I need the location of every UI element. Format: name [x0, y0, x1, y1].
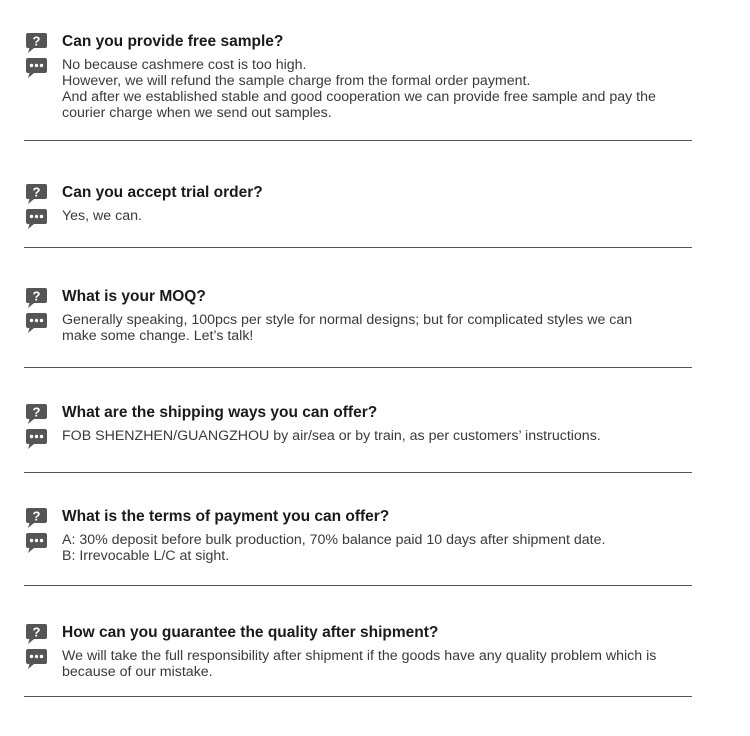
answer-line: make some change. Let’s talk! — [62, 328, 254, 344]
answer-line: A: 30% deposit before bulk production, 70% balance paid 10 days after shipment date. — [62, 532, 606, 548]
question-bubble-icon — [24, 507, 48, 529]
ellipsis-bubble-icon — [24, 208, 48, 230]
question-bubble-icon — [24, 403, 48, 425]
question-text: Can you provide free sample? — [62, 33, 284, 50]
faq-item — [24, 32, 692, 121]
answer-row — [24, 57, 692, 121]
answer-row — [24, 648, 692, 680]
question-text: What is your MOQ? — [62, 288, 206, 305]
svg-text:?: ? — [32, 404, 41, 420]
divider — [24, 585, 692, 586]
question-row — [24, 32, 692, 52]
question-bubble-icon — [24, 32, 48, 54]
answer-line: We will take the full responsibility after shipment if the goods have any quality problem which is — [62, 648, 657, 664]
divider — [24, 696, 692, 697]
svg-text:?: ? — [32, 184, 41, 200]
answer-row — [24, 208, 692, 224]
answer-row — [24, 428, 692, 444]
question-text: Can you accept trial order? — [62, 184, 263, 201]
answer-line: No because cashmere cost is too high. — [62, 57, 307, 73]
svg-text:?: ? — [32, 33, 41, 49]
answer-line: However, we will refund the sample charge from the formal order payment. — [62, 73, 531, 89]
ellipsis-bubble-icon — [24, 648, 48, 670]
faq-item — [24, 403, 692, 444]
question-row — [24, 183, 692, 203]
question-bubble-icon — [24, 183, 48, 205]
divider — [24, 472, 692, 473]
svg-text:?: ? — [32, 624, 41, 640]
answer-row — [24, 532, 692, 564]
answer-line: Generally speaking, 100pcs per style for normal designs; but for complicated styles we can — [62, 312, 633, 328]
svg-text:?: ? — [32, 508, 41, 524]
question-bubble-icon — [24, 287, 48, 309]
divider — [24, 367, 692, 368]
answer-row — [24, 312, 692, 344]
question-bubble-icon — [24, 623, 48, 645]
question-text: How can you guarantee the quality after shipment? — [62, 624, 439, 641]
ellipsis-bubble-icon — [24, 428, 48, 450]
divider — [24, 247, 692, 248]
faq-item — [24, 183, 692, 224]
faq-item — [24, 287, 692, 344]
question-text: What is the terms of payment you can offer? — [62, 508, 390, 525]
question-row — [24, 287, 692, 307]
answer-line: FOB SHENZHEN/GUANGZHOU by air/sea or by train, as per customers’ instructions. — [62, 428, 601, 444]
ellipsis-bubble-icon — [24, 532, 48, 554]
faq-item — [24, 623, 692, 680]
answer-line: And after we established stable and good cooperation we can provide free sample and pay the — [62, 89, 656, 105]
question-text: What are the shipping ways you can offer? — [62, 404, 378, 421]
divider — [24, 140, 692, 141]
svg-text:?: ? — [32, 288, 41, 304]
ellipsis-bubble-icon — [24, 312, 48, 334]
ellipsis-bubble-icon — [24, 57, 48, 79]
question-row — [24, 623, 692, 643]
answer-line: Yes, we can. — [62, 208, 142, 224]
question-row — [24, 507, 692, 527]
answer-line: courier charge when we send out samples. — [62, 105, 332, 121]
answer-line: because of our mistake. — [62, 664, 213, 680]
answer-line: B: Irrevocable L/C at sight. — [62, 548, 230, 564]
question-row — [24, 403, 692, 423]
faq-item — [24, 507, 692, 564]
